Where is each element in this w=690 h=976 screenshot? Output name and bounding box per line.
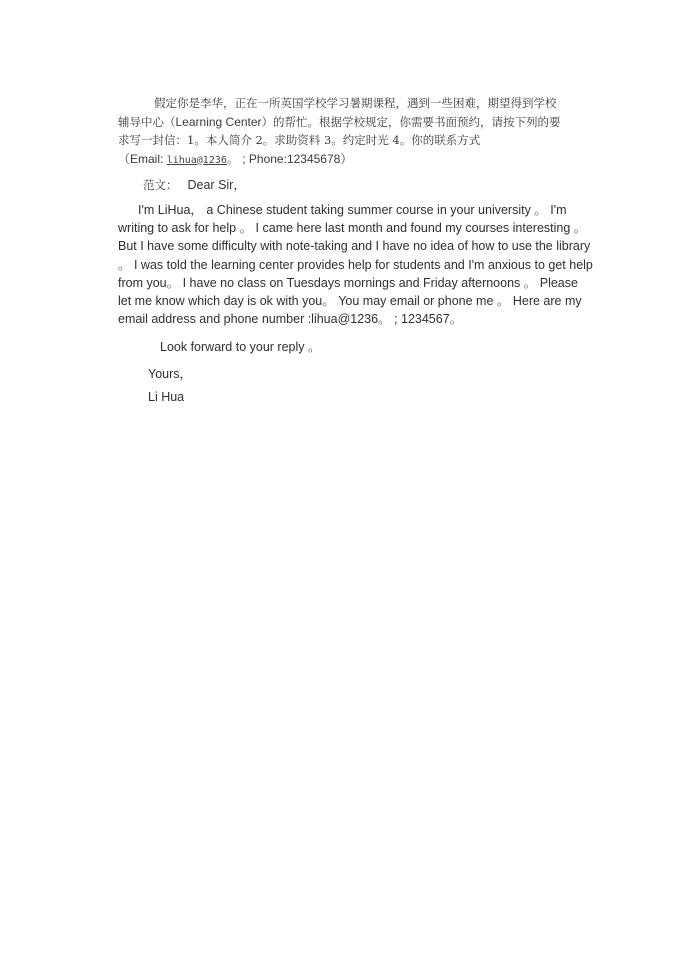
- task-prompt: [118, 94, 584, 170]
- salutation: Dear Sir，: [187, 178, 246, 192]
- sample-label: 范文：: [143, 178, 178, 192]
- prompt-line-2: [118, 113, 584, 132]
- prompt-line-4: [118, 150, 584, 171]
- prompt-phone: 。 ; Phone:12345678）: [226, 151, 353, 166]
- letter-line: I'm LiHua， a Chinese student taking summer course in your university 。 I'm: [138, 203, 567, 217]
- signature: Li Hua: [148, 390, 185, 404]
- closing-line: Look forward to your reply 。: [160, 340, 321, 354]
- prompt-line-3: 求写一封信：1。本人简介 2。求助资料 3。约定时光 4。你的联系方式: [118, 133, 481, 147]
- letter-line: let me know which day is ok with you。 You may email or phone me 。 Here are my: [118, 294, 582, 309]
- letter-line: But I have some difficulty with note-taking and I have no idea of how to use the library: [118, 239, 591, 254]
- letter-body: [118, 201, 593, 328]
- letter-line: from you。 I have no class on Tuesdays mornings and Friday afternoons 。 Please: [118, 275, 578, 290]
- prompt-email-link[interactable]: lihua@1236: [166, 154, 227, 166]
- sample-heading: [143, 175, 246, 193]
- letter-line: email address and phone number :lihua@1236。 ; 1234567。: [118, 312, 463, 327]
- prompt-line-2-end: ）的帮忙。根据学校规定，你需要书面预约，请按下列的要: [261, 114, 561, 129]
- letter-line: writing to ask for help 。 I came here last month and found my courses interesting 。: [118, 221, 587, 236]
- sign-off: Yours，: [148, 367, 193, 381]
- learning-center-term: Learning Center: [175, 114, 262, 129]
- prompt-line-2-start: 辅导中心（: [118, 114, 176, 129]
- prompt-line-1: 假定你是李华，正在一所英国学校学习暑期课程，遇到一些困难，期望得到学校: [154, 96, 557, 110]
- prompt-email-label: （Email:: [118, 151, 167, 166]
- letter-line: 。 I was told the learning center provides help for students and I'm anxious to get help: [118, 257, 593, 272]
